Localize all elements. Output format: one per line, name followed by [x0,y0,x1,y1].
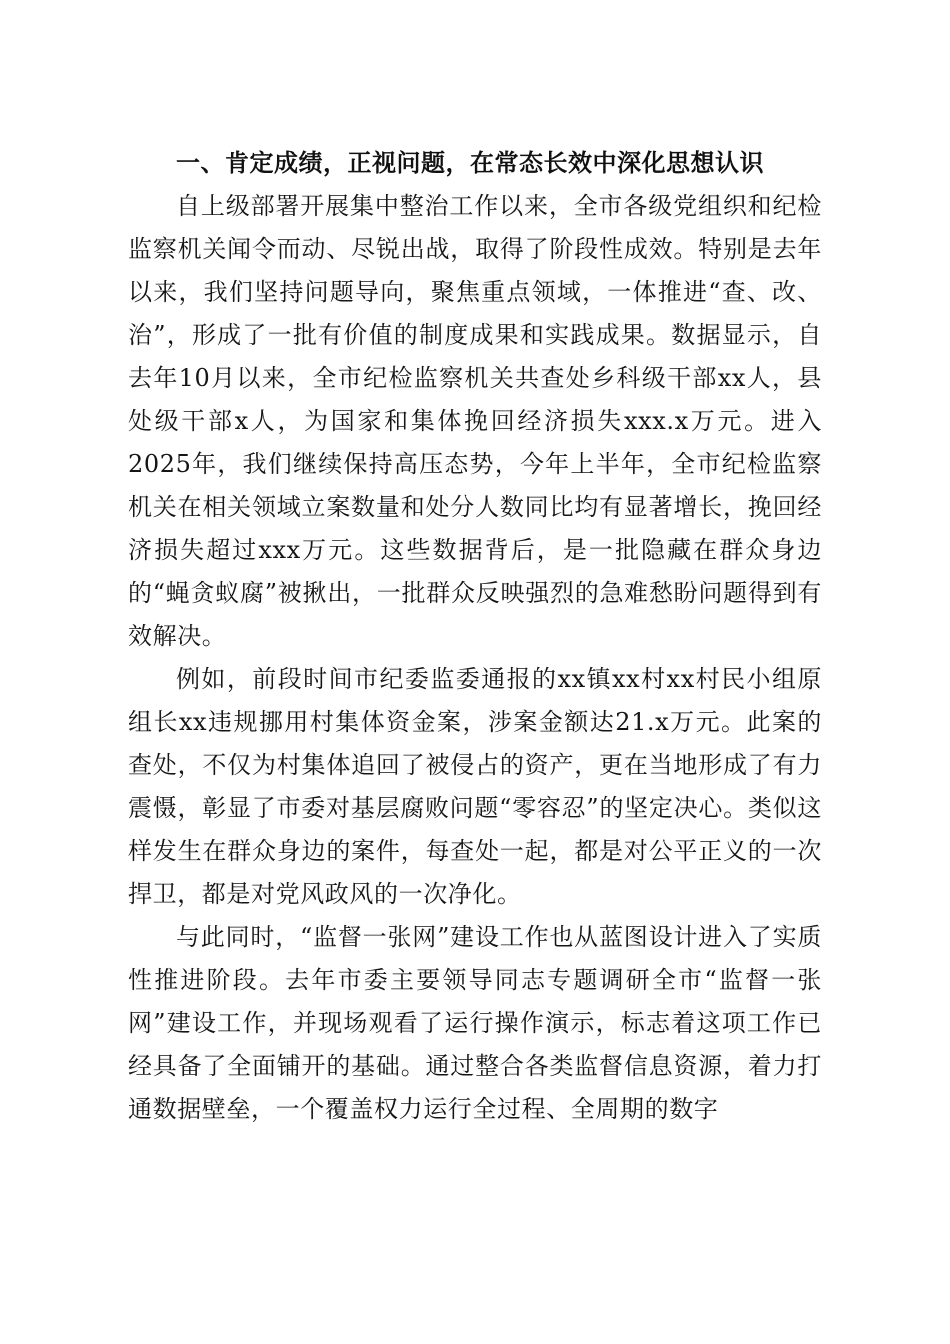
paragraph-case-example: 例如，前段时间市纪委监委通报的xx镇xx村xx村民小组原组长xx违规挪用村集体资金案，涉案金额达21.x万元。此案的查处，不仅为村集体追回了被侵占的资产，更在当地形成了有力震慑，彰显了市委对基层腐败问题“零容忍”的坚定决心。类似这样发生在群众身边的案件，每查处一起，都是对公平正义的一次捍卫，都是对党风政风的一次净化。 [128,665,822,908]
paragraph-achievements: 自上级部署开展集中整治工作以来，全市各级党组织和纪检监察机关闻令而动、尽锐出战，取得了阶段性成效。特别是去年以来，我们坚持问题导向，聚焦重点领域，一体推进“查、改、治”，形成了一批有价值的制度成果和实践成果。数据显示，自去年10月以来，全市纪检监察机关共查处乡科级干部xx人，县处级干部x人，为国家和集体挽回经济损失xxx.x万元。进入2025年，我们继续保持高压态势，今年上半年，全市纪检监察机关在相关领域立案数量和处分人数同比均有显著增长，挽回经济损失超过xxx万元。这些数据背后，是一批隐藏在群众身边的“蝇贪蚁腐”被揪出，一批群众反映强烈的急难愁盼问题得到有效解决。 [128,192,822,650]
document-body [128,142,822,1131]
paragraph-supervision-network: 与此同时，“监督一张网”建设工作也从蓝图设计进入了实质性推进阶段。去年市委主要领导同志专题调研全市“监督一张网”建设工作，并现场观看了运行操作演示，标志着这项工作已经具备了全面铺开的基础。通过整合各类监督信息资源，着力打通数据壁垒，一个覆盖权力运行全过程、全周期的数字 [128,923,822,1123]
section-heading: 一、肯定成绩，正视问题，在常态长效中深化思想认识 [176,149,764,177]
